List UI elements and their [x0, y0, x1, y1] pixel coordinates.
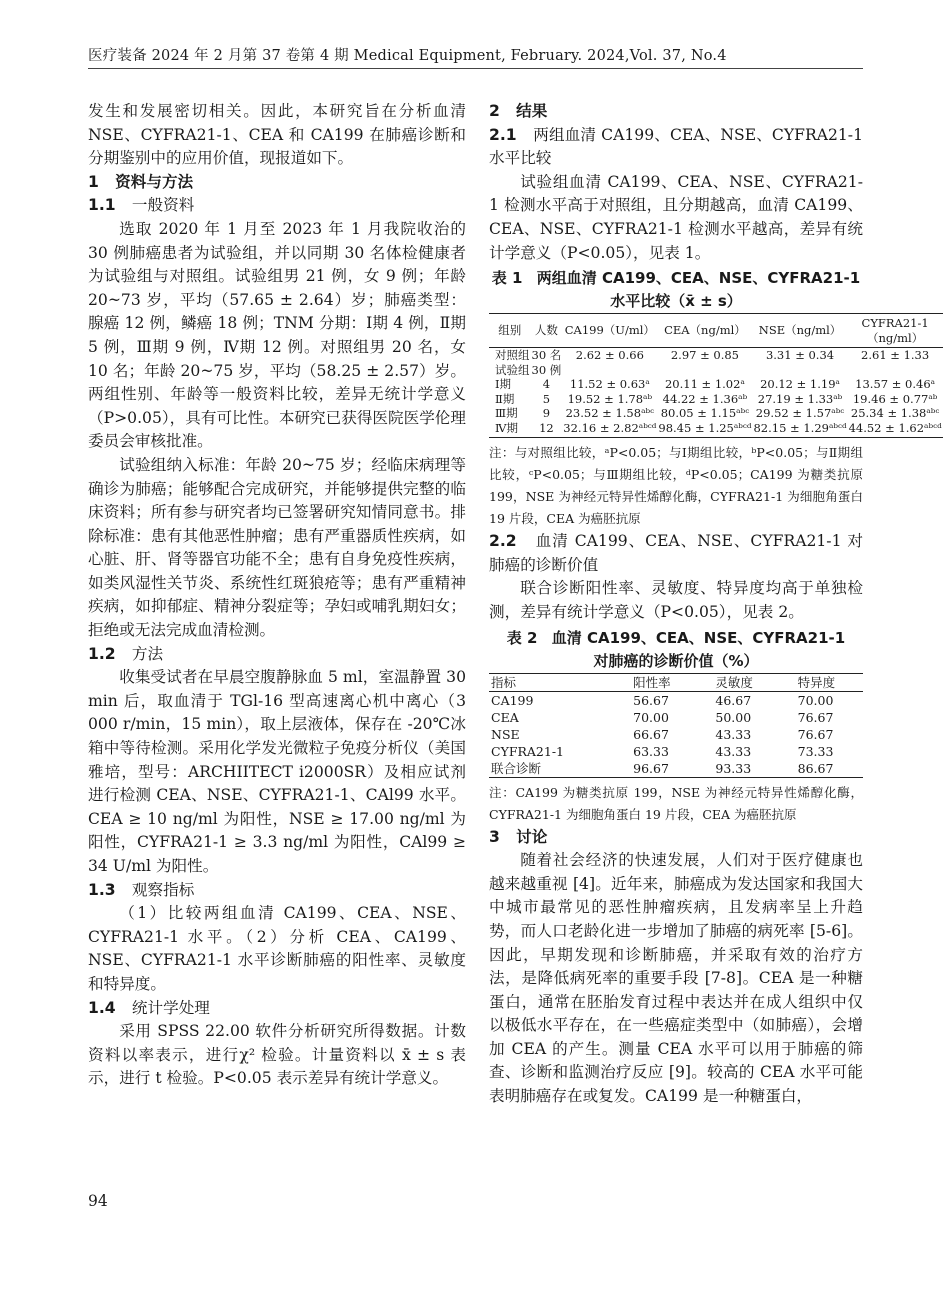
- table-row: [489, 709, 863, 726]
- general-data-paragraph: 选取 2020 年 1 月至 2023 年 1 月我院收治的 30 例肺癌患者为试验组，并以同期 30 名体检健康者为试验组与对照组。试验组男 21 例，女 9 例；年龄 20~73 岁，平均（57.65 ± 2.64）岁；肺癌类型：腺癌 12 例，鳞癌 18 例；TNM 分期：Ⅰ期 4 例，Ⅱ期 5 例，Ⅲ期 9 例，Ⅳ期 12 例。对照组男 20 名，女 10 名；年龄 20~75 岁，平均（58.25 ± 2.57）岁。两组性别、年龄等一般资料比较，差异无统计学意义（P>0.05），具有可比性。本研究已获得医院医学伦理委员会审核批准。: [88, 219, 466, 451]
- table-row: [489, 691, 863, 709]
- section-1-3-heading: 1.3 观察指标: [88, 880, 195, 899]
- table-cell: 4: [542, 377, 551, 392]
- table-cell: 44.22 ± 1.36ᵃᵇ: [662, 391, 748, 406]
- table-cell: NSE: [491, 726, 520, 742]
- table-header: 组别: [489, 314, 531, 348]
- table-header: CA199（U/ml）: [562, 314, 657, 348]
- table-row: [489, 392, 943, 407]
- results-2-2-paragraph: 联合诊断阳性率、灵敏度、特异度均高于单独检测，差异有统计学意义（P<0.05），见表 2。: [489, 579, 863, 621]
- table-header: 特异度: [796, 673, 863, 691]
- table-cell: 70.00: [633, 709, 669, 725]
- table-cell: 63.33: [633, 743, 669, 759]
- table-row: [489, 348, 943, 363]
- table-2: [489, 673, 863, 778]
- section-2-1-heading: 2.1 两组血清 CA199、CEA、NSE、CYFRA21-1 水平比较: [489, 125, 863, 168]
- section-1-4-heading: 1.4 统计学处理: [88, 998, 210, 1017]
- table-cell: 2.61 ± 1.33: [861, 348, 930, 363]
- table-row: [489, 406, 943, 421]
- table-cell: 86.67: [796, 760, 863, 778]
- observation-paragraph: （1）比较两组血清 CA199、CEA、NSE、CYFRA21-1 水平。（2）分析 CEA、CA199、NSE、CYFRA21-1 水平诊断肺癌的阳性率、灵敏度和特异度。: [88, 904, 466, 993]
- criteria-paragraph: 试验组纳入标准：年龄 20~75 岁；经临床病理等确诊为肺癌；能够配合完成研究，并能够提供完整的临床资料；所有参与研究者均已签署研究知情同意书。排除标准：患有其他恶性肿瘤；患有严重器质性疾病，如心脏、肝、肾等器官功能不全；患有自身免疫性疾病，如类风湿性关节炎、系统性红斑狼疮等；患有严重精神疾病，如抑郁症、精神分裂症等；孕妇或哺乳期妇女；拒绝或无法完成血清检测。: [88, 455, 466, 640]
- left-column: [88, 100, 466, 1091]
- table-header: NSE（ng/ml）: [752, 314, 847, 348]
- table-cell: 50.00: [715, 709, 752, 725]
- table-cell: 66.67: [633, 726, 669, 742]
- table-cell: CEA: [491, 709, 519, 725]
- table-cell: 19.52 ± 1.78ᵃᵇ: [567, 391, 653, 406]
- table-row: [489, 743, 863, 760]
- table-cell: 2.62 ± 0.66: [575, 348, 644, 363]
- table-cell: 11.52 ± 0.63ᵃ: [569, 377, 650, 392]
- table-header: CEA（ng/ml）: [657, 314, 752, 348]
- table-cell: 80.05 ± 1.15ᵃᵇᶜ: [660, 406, 750, 421]
- table-cell: 30 例: [531, 362, 562, 377]
- table-cell: 29.52 ± 1.57ᵃᵇᶜ: [755, 406, 845, 421]
- table-2-body: [489, 691, 863, 777]
- table-cell: 82.15 ± 1.29ᵃᵇᶜᵈ: [752, 421, 847, 438]
- table-cell: Ⅳ期: [489, 421, 531, 438]
- table-cell: 46.67: [715, 692, 752, 708]
- table-cell: 13.57 ± 0.46ᵃ: [855, 377, 936, 392]
- table-2-note: 注：CA199 为糖类抗原 199，NSE 为神经元特异性烯醇化酶，CYFRA21-1 为细胞角蛋白 19 片段，CEA 为癌胚抗原: [489, 784, 863, 822]
- table-cell: [848, 363, 943, 378]
- table-header: CYFRA21-1（ng/ml）: [848, 314, 943, 348]
- table-cell: 93.33: [713, 760, 795, 778]
- discussion-paragraph: 随着社会经济的快速发展，人们对于医疗健康也越来越重视 [4]。近年来，肺癌成为发达国家和我国大中城市最常见的恶性肿瘤疾病，且发病率呈上升趋势，而人口老龄化进一步增加了肺癌的病死率 [5-6]。因此，早期发现和诊断肺癌，并采取有效的治疗方法，是降低病死率的重要手段 [7-8]。CEA 是一种糖蛋白，通常在胚胎发育过程中表达并在成人组织中仅以极低水平存在，在一些癌症类型中（如肺癌），会增加 CEA 的产生。测量 CEA 水平可以用于肺癌的筛查、诊断和监测治疗反应 [9]。较高的 CEA 水平可能表明肺癌存在或复发。CA199 是一种糖蛋白，: [489, 851, 863, 1106]
- table-cell: 3.31 ± 0.34: [765, 348, 835, 363]
- table-1-caption: 表 1 两组血清 CA199、CEA、NSE、CYFRA21-1 水平比较（x̄ ± s）: [491, 269, 861, 311]
- table-cell: CYFRA21-1: [491, 743, 565, 759]
- table-cell: 试验组: [495, 362, 530, 377]
- table-cell: 30 名: [531, 348, 562, 363]
- table-row: [489, 363, 943, 378]
- table-row: [489, 377, 943, 392]
- results-2-1-paragraph: 试验组血清 CA199、CEA、NSE、CYFRA21-1 检测水平高于对照组，且分期越高，血清 CA199、CEA、NSE、CYFRA21-1 检测水平越高，差异有统计学意义（P<0.05），见表 1。: [489, 172, 863, 262]
- section-1-2-heading: 1.2 方法: [88, 644, 164, 663]
- table-cell: 对照组: [495, 348, 530, 363]
- section-2-2-heading: 2.2 血清 CA199、CEA、NSE、CYFRA21-1 对肺癌的诊断价值: [489, 532, 863, 574]
- table-cell: Ⅲ期: [495, 406, 518, 421]
- table-2-caption: 表 2 血清 CA199、CEA、NSE、CYFRA21-1 对肺癌的诊断价值（%）: [506, 628, 846, 670]
- table-cell: 96.67: [631, 760, 713, 778]
- table-cell: 76.67: [797, 709, 834, 725]
- table-cell: 44.52 ± 1.62ᵃᵇᶜᵈ: [848, 421, 943, 438]
- table-cell: [657, 363, 752, 378]
- table-1: [489, 313, 943, 438]
- table-cell: 23.52 ± 1.58ᵃᵇᶜ: [565, 406, 655, 421]
- intro-paragraph: 发生和发展密切相关。因此，本研究旨在分析血清 NSE、CYFRA21-1、CEA 和 CA199 在肺癌诊断和分期鉴别中的应用价值，现报道如下。: [88, 102, 466, 168]
- table-cell: 12: [531, 421, 563, 438]
- table-cell: 98.45 ± 1.25ᵃᵇᶜᵈ: [657, 421, 752, 438]
- table-cell: 9: [542, 406, 551, 421]
- table-cell: 27.19 ± 1.33ᵃᵇ: [757, 391, 843, 406]
- table-cell: CA199: [491, 692, 534, 708]
- right-column: [489, 100, 942, 1109]
- table-cell: 70.00: [797, 692, 834, 708]
- table-row: [489, 421, 943, 438]
- section-3-heading: 3 讨论: [489, 827, 548, 846]
- table-cell: Ⅰ期: [495, 377, 512, 392]
- table-header: 人数: [531, 314, 563, 348]
- table-cell: 56.67: [633, 692, 669, 708]
- page-number: 94: [88, 1192, 108, 1210]
- table-cell: 43.33: [715, 743, 752, 759]
- table-cell: 73.33: [797, 743, 834, 759]
- table-1-body: [489, 348, 943, 438]
- table-header: 灵敏度: [713, 673, 795, 691]
- table-cell: 43.33: [715, 726, 752, 742]
- table-header: 指标: [489, 673, 631, 691]
- section-1-1-heading: 1.1 一般资料: [88, 196, 195, 215]
- table-cell: 联合诊断: [489, 760, 631, 778]
- statistics-paragraph: 采用 SPSS 22.00 软件分析研究所得数据。计数资料以率表示，进行χ² 检验。计量资料以 x̄ ± s 表示，进行 t 检验。P<0.05 表示差异有统计学意义。: [88, 1022, 466, 1088]
- table-1-note: 注：与对照组比较，ᵃP<0.05；与Ⅰ期组比较，ᵇP<0.05；与Ⅱ期组比较，ᶜP<0.05；与Ⅲ期组比较，ᵈP<0.05；CA199 为糖类抗原 199，NSE 为神经元特异性烯醇化酶，CYFRA21-1 为细胞角蛋白 19 片段，CEA 为癌胚抗原: [489, 445, 863, 527]
- table-cell: 2.97 ± 0.85: [670, 348, 740, 363]
- table-cell: Ⅱ期: [495, 391, 515, 406]
- table-header: 阳性率: [631, 673, 713, 691]
- section-1-heading: 1 资料与方法: [88, 172, 194, 191]
- table-cell: [562, 363, 657, 378]
- table-cell: 76.67: [797, 726, 834, 742]
- table-cell: 25.34 ± 1.38ᵃᵇᶜ: [850, 406, 940, 421]
- running-head: 医疗装备 2024 年 2 月第 37 卷第 4 期 Medical Equipment, February. 2024,Vol. 37, No.4: [88, 48, 727, 64]
- header-rule: [88, 68, 863, 69]
- table-cell: 20.11 ± 1.02ᵃ: [664, 377, 745, 392]
- table-cell: 20.12 ± 1.19ᵃ: [760, 377, 840, 392]
- table-cell: 19.46 ± 0.77ᵃᵇ: [852, 391, 938, 406]
- method-paragraph: 收集受试者在早晨空腹静脉血 5 ml，室温静置 30 min 后，取血清于 TGl-16 型高速离心机中离心（3 000 r/min，15 min），取上层液体，保存在 -20℃冰箱中等待检测。采用化学发光微粒子免疫分析仪（美国雅培，型号：ARCHIITECT i2000SR）及相应试剂进行检测 CEA、NSE、CYFRA21-1、CAl99 水平。CEA ≥ 10 ng/ml 为阳性，NSE ≥ 17.00 ng/ml 为阳性，CYFRA21-1 ≥ 3.3 ng/ml 为阳性，CAl99 ≥ 34 U/ml 为阳性。: [88, 668, 466, 875]
- table-cell: 32.16 ± 2.82ᵃᵇᶜᵈ: [562, 421, 657, 438]
- section-2-heading: 2 结果: [489, 102, 548, 120]
- table-row: [489, 726, 863, 743]
- table-cell: 5: [542, 391, 551, 406]
- table-row: [489, 760, 863, 778]
- table-cell: [752, 363, 847, 378]
